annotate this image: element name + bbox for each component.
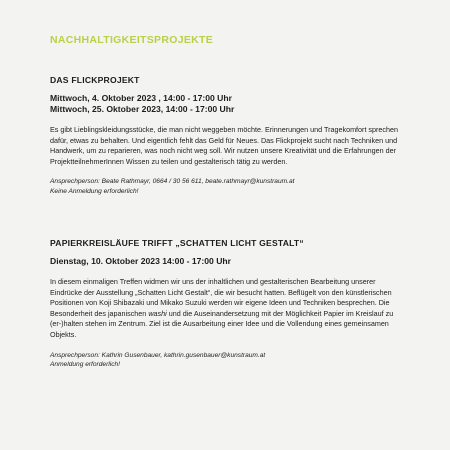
event-description [50,277,406,341]
event-description: Es gibt Lieblingskleidungsstücke, die man nicht weggeben möchte. Erinnerungen und Tragekomfort sprechen dafür, etwas zu behalten. Und eigentlich fehlt das Geld für Neues. Das Flickprojekt sucht nach Techniken und Handwerk, um zu reparieren, was noch nicht weg soll. Wir nutzen unsere Kreativität und die Erfahrungen der ProjektteilnehmerInnen Wissen zu teilen und gestalterisch tätig zu werden. [50,125,399,166]
event-date: Mittwoch, 25. Oktober 2023, 14:00 - 17:00 Uhr [50,104,235,114]
event-title: PAPIERKREISLÄUFE TRIFFT „SCHATTEN LICHT GESTALT“ [50,238,304,248]
event-date: Mittwoch, 4. Oktober 2023 , 14:00 - 17:00 Uhr [50,93,232,103]
event-title: DAS FLICKPROJEKT [50,75,140,85]
description-text: und die Auseinandersetzung mit der Möglichkeit Papier im Kreislauf zu (er-)halten stehen im Zentrum. Ziel ist die Ausarbeitung einer Idee und die Vollendung eines gemeinsamen Objekts. [50,308,394,339]
event-papierkreislaeufe [50,238,406,369]
description-text: In diesem einmaligen Treffen widmen wir uns der inhaltlichen und gestalterischen Bearbeitung unserer Eindrücke der Ausstellung „Schatten Licht Gestalt“, die wir besucht hatten. Beflügelt von den künstlerischen Positionen von Koji Shibazaki und Mikako Suzuki werden wir eigene Ideen und Techniken besprechen. Die Besonderheit des japanischen [50,277,392,318]
event-date: Dienstag, 10. Oktober 2023 14:00 - 17:00 Uhr [50,256,232,266]
event-dates [50,256,406,267]
contact-info: Ansprechperson: Kathrin Gusenbauer, kathrin.gusenbauer@kunstraum.at [50,351,266,359]
contact-info: Ansprechperson: Beate Rathmayr, 0664 / 30 56 611, beate.rathmayr@kunstraum.at [50,178,295,186]
event-dates [50,93,406,115]
event-flickprojekt [50,75,406,196]
registration-note: Keine Anmeldung erforderlich! [50,187,139,195]
description-emphasis: washi [148,308,167,318]
registration-note: Anmeldung erforderlich! [50,360,121,368]
section-title: NACHHALTIGKEITSPROJEKTE [50,34,214,46]
